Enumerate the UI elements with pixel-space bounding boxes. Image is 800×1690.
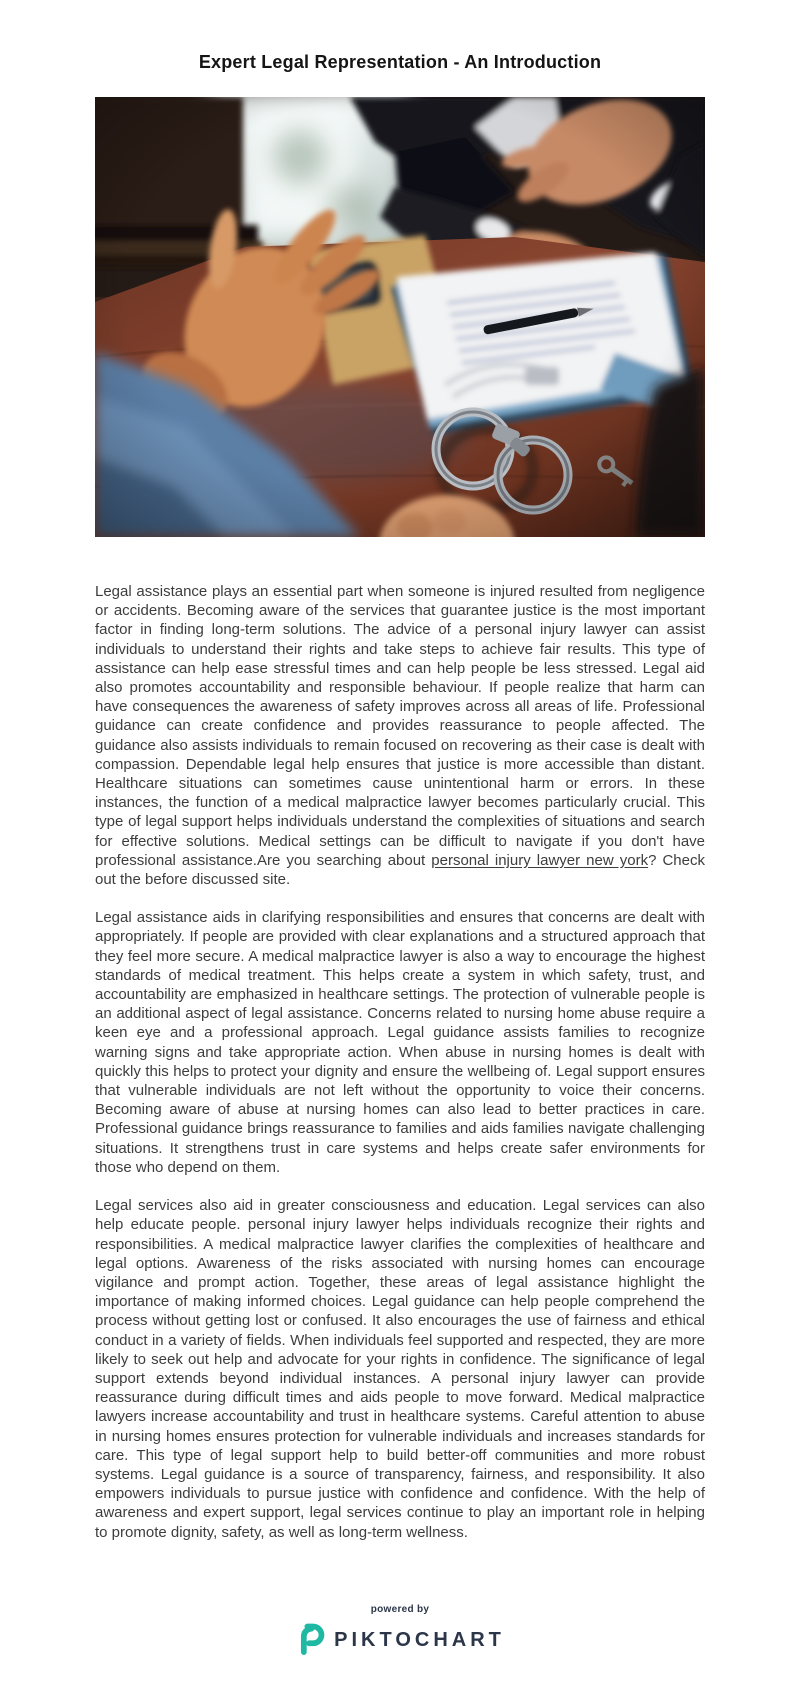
piktochart-wordmark: PIKTOCHART (334, 1628, 505, 1651)
paragraph-2: Legal assistance aids in clarifying responsibilities and ensures that concerns are dealt with appropriately. If people are provided with clear explanations and a structured approach that they feel more secure. A medical malpractice lawyer is also a way to encourage the highest standards of medical treatment. This helps create a system in which safety, trust, and accountability are emphasized in healthcare settings. The protection of vulnerable people is an additional aspect of legal assistance. Concerns related to nursing home abuse require a keen eye and a professional approach. Legal guidance assists families to recognize warning signs and take appropriate action. When abuse in nursing homes is dealt with quickly this helps to protect your dignity and ensure the wellbeing of. Legal support ensures that vulnerable individuals are not left without the opportunity to voice their concerns. Becoming aware of abuse at nursing homes can also lead to better practices in care. Professional guidance brings reassurance to families and aids families navigate challenging situations. It strengthens trust in care systems and helps create safer environments for those who depend on them. (95, 909, 705, 1176)
photo-vignette (95, 97, 705, 537)
paragraph-1 (95, 582, 705, 889)
paragraph-1-tail: ? Check out the before discussed site. (95, 851, 705, 889)
paragraph-3: Legal services also aid in greater consciousness and education. Legal services can also help educate people. personal injury lawyer helps individuals recognize their rights and responsibilities. A medical malpractice lawyer clarifies the complexities of healthcare and legal options. Awareness of the risks associated with nursing homes can encourage vigilance and prompt action. Together, these areas of legal assistance highlight the importance of making informed choices. Legal guidance can help people comprehend the process without getting lost or confused. It also encourages the use of fairness and ethical conduct in a variety of fields. When individuals feel supported and respected, they are more likely to seek out help and advocate for your rights in confidence. The significance of legal support extends beyond individual instances. A personal injury lawyer can provide reassurance during difficult times and aids people to move forward. Medical malpractice lawyers increase accountability and trust in healthcare systems. Careful attention to abuse in nursing homes ensures protection for vulnerable individuals and increases standards for care. This type of legal support help to build better-off communities and more robust systems. Legal guidance is a source of transparency, fairness, and responsibility. It also empowers individuals to pursue justice with confidence and confidence. With the help of awareness and expert support, legal services continue to play an important role in helping to promote dignity, safety, as well as long-term wellness. (95, 1197, 705, 1541)
personal-injury-lawyer-link[interactable]: personal injury lawyer new york (431, 851, 649, 869)
piktochart-icon (295, 1621, 325, 1660)
article-photo (95, 97, 705, 537)
article-body (95, 582, 705, 1542)
content-column (95, 97, 705, 1542)
piktochart-logo[interactable] (295, 1621, 505, 1660)
powered-by-label: powered by (370, 1603, 430, 1615)
footer (0, 1604, 800, 1690)
lawyer-consultation-illustration (95, 97, 705, 537)
paragraph-1-text: Legal assistance plays an essential part when someone is injured resulted from negligence or accidents. Becoming aware of the services that guarantee justice is the most important factor in finding long-term solutions. The advice of a personal injury lawyer can assist individuals to understand their rights and take steps to achieve fair results. This type of assistance can help ease stressful times and can help people be less stressed. Legal aid also promotes accountability and responsible behaviour. If people realize that harm can have consequences the awareness of safety improves across all areas of life. Professional guidance can create confidence and provides reassurance to people affected. The guidance also assists individuals to remain focused on recovering as their case is dealt with compassion. Dependable legal help ensures that justice is more accessible than distant. Healthcare situations can sometimes cause unintentional harm or errors. In these instances, the function of a medical malpractice lawyer becomes particularly crucial. This type of legal support helps individuals understand the complexities of situations and search for effective solutions. Medical settings can be difficult to navigate if you don't have professional assistance.Are you searching about (95, 583, 705, 869)
page-title: Expert Legal Representation - An Introduction (198, 52, 602, 72)
